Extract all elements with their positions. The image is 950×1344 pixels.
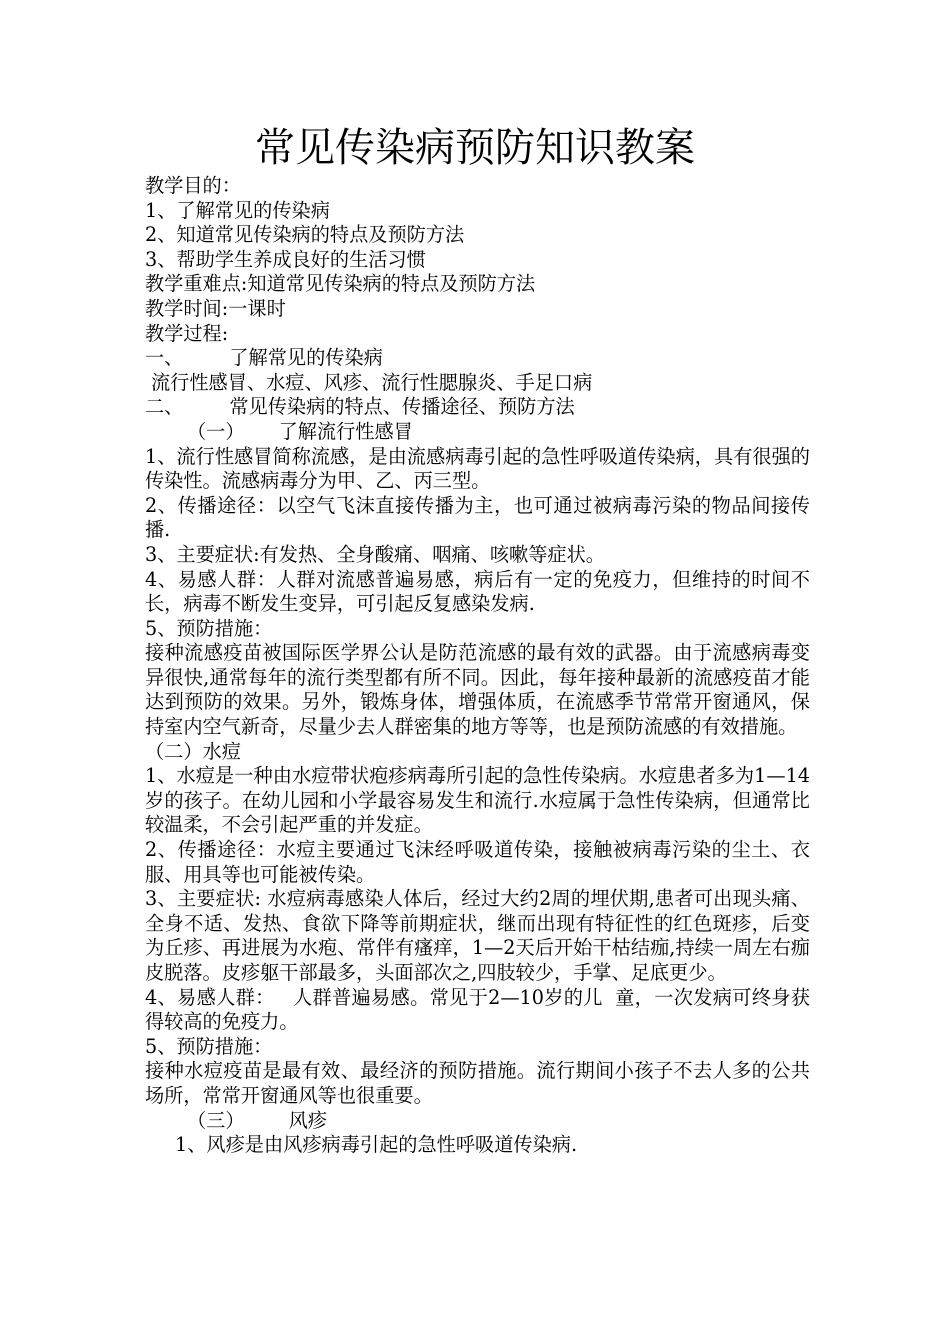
pox-point-2: 2、传播途径：水痘主要通过飞沫经呼吸道传染，接触被病毒污染的尘土、衣服、用具等也可能被传染。 [145,838,810,886]
flu-point-3: 3、主要症状:有发热、全身酸痛、咽痛、咳嗽等症状。 [145,542,605,566]
objective-item-1: 1、了解常见的传染病 [145,198,330,222]
disease-list: 流行性感冒、水痘、风疹、流行性腮腺炎、手足口病 [151,370,593,394]
flu-point-4: 4、易感人群：人群对流感普遍易感，病后有一定的免疫力，但维持的时间不长，病毒不断发生变异，可引起反复感染发病. [145,567,810,616]
section-1-text: 了解常见的传染病 [229,346,383,370]
subsection-3-number: （三） [187,1108,245,1132]
section-2-number: 二、 [145,395,184,419]
pox-point-4-label: 4、易感人群： [145,985,275,1009]
section-2-text: 常见传染病的特点、传播途径、预防方法 [229,395,575,419]
objective-item-3: 3、帮助学生养成良好的生活习惯 [145,247,426,271]
flu-point-5: 5、预防措施： [145,616,273,640]
pox-point-1: 1、水痘是一种由水痘带状疱疹病毒所引起的急性传染病。水痘患者多为1—14岁的孩子。在幼儿园和小学最容易发生和流行.水痘属于急性传染病，但通常比较温柔，不会引起严重的并发症。 [145,764,810,837]
teaching-time: 教学时间:一课时 [145,296,286,320]
key-points: 教学重难点:知道常见传染病的特点及预防方法 [145,272,536,296]
pox-prevention-body: 接种水痘疫苗是最有效、最经济的预防措施。流行期间小孩子不去人多的公共场所，常常开窗通风等也很重要。 [145,1059,810,1107]
subsection-1-number: （一） [187,419,245,443]
section-2-heading [145,395,810,420]
subsection-3-heading [145,1109,810,1134]
section-1-heading [145,346,810,371]
pox-point-3: 3、主要症状: 水痘病毒感染人体后，经过大约2周的埋伏期,患者可出现头痛、全身不适、发热、食欲下降等前期症状，继而出现有特征性的红色斑疹，后变为丘疹、再进展为水疱、常伴有瘙痒，1—2天后开始干枯结痂,持续一周左右痂皮脱落。皮疹躯干部最多，头面部次之,四肢较少，手掌、足底更少。 [145,887,810,984]
section-1-number: 一、 [145,346,184,370]
objective-item-2: 2、知道常见传染病的特点及预防方法 [145,223,465,247]
subsection-1-heading [145,420,810,445]
flu-prevention-body: 接种流感疫苗被国际医学界公认是防范流感的最有效的武器。由于流感病毒变异很快,通常每年的流行类型都有所不同。因此，每年接种最新的流感疫苗才能达到预防的效果。另外，锻炼身体，增强体质，在流感季节常常开窗通风，保持室内空气新奇，尽量少去人群密集的地方等等，也是预防流感的有效措施。 [145,641,810,739]
objective-heading: 教学目的： [145,174,241,197]
document-body [145,174,810,1158]
subsection-1-text: 了解流行性感冒 [278,419,413,443]
pox-point-4-text-cont: 童，一次发病可终身获得较高的免疫力。 [145,985,810,1034]
flu-point-1: 1、流行性感冒简称流感，是由流感病毒引起的急性呼吸道传染病，具有很强的传染性。流感病毒分为甲、乙、丙三型。 [145,444,810,493]
teaching-process-heading: 教学过程: [145,321,229,345]
flu-point-2: 2、传播途径：以空气飞沫直接传播为主，也可通过被病毒污染的物品间接传播. [145,493,810,542]
rubella-point-1: 1、风疹是由风疹病毒引起的急性呼吸道传染病. [175,1133,578,1157]
subsection-3-text: 风疹 [288,1108,327,1132]
subsection-2-heading: （二）水痘 [145,739,241,763]
document-title: 常见传染病预防知识教案 [255,125,695,171]
pox-point-4 [145,986,810,1035]
pox-point-4-text: 人群普遍易感。常见于2—10岁的儿 [292,985,603,1009]
pox-point-5: 5、预防措施： [145,1034,273,1058]
